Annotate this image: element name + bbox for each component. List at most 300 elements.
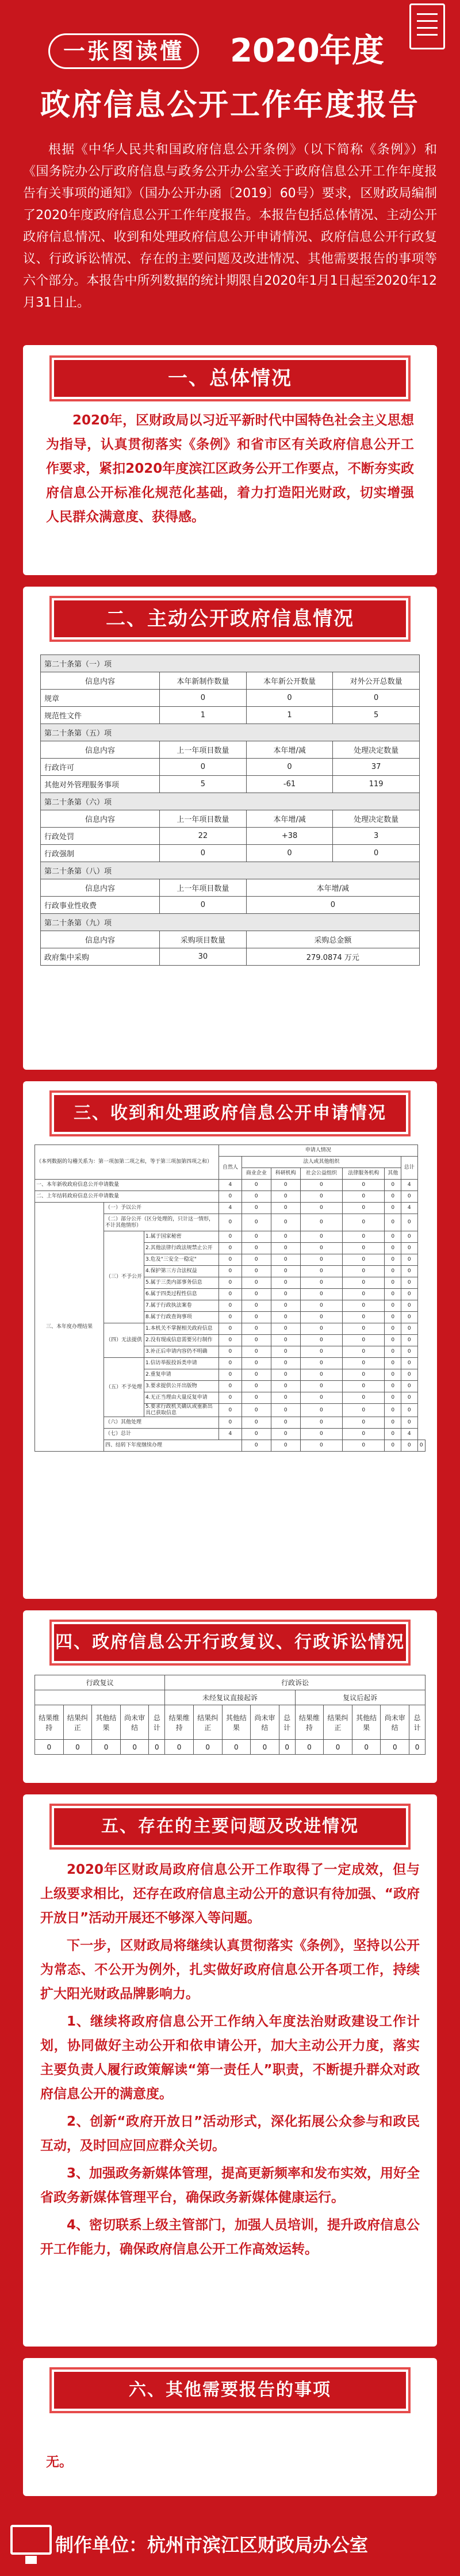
table-cell: 0 <box>241 1335 271 1346</box>
section-6-banner: 六、其他需要报告的事项 <box>52 2370 408 2411</box>
row-label: 2.没有现成信息需要另行制作 <box>144 1335 219 1346</box>
table-cell: 0 <box>219 1358 242 1369</box>
table-cell: 0 <box>300 1254 342 1266</box>
col-header: 复议后起诉 <box>295 1690 425 1705</box>
table-cell: 0 <box>241 1392 271 1404</box>
table-cell: 0 <box>385 1417 401 1429</box>
table-cell: 0 <box>300 1417 342 1429</box>
section-5-body <box>40 1858 420 2261</box>
col-public-welfare: 社会公益组织 <box>300 1168 342 1180</box>
table-cell: 0 <box>300 1335 342 1346</box>
problem-text: 2020年区财政局政府信息公开工作取得了一定成效，但与上级要求相比，还存在政府信息主动公开的意识有待加强、“政府开放日”活动开展还不够深入等问题。 <box>40 1862 420 1926</box>
col-header: 结果维持 <box>35 1705 64 1740</box>
table-cell: 0 <box>343 1381 385 1392</box>
applicant-header: 申请人情况 <box>219 1145 418 1157</box>
group-title: 第二十条第（八）项 <box>41 862 420 879</box>
table-cell: 0 <box>271 1289 300 1300</box>
row-label: 一、本年新收政府信息公开申请数量 <box>35 1180 219 1191</box>
table-cell: 0 <box>401 1266 418 1277</box>
table-cell: 0 <box>343 1417 385 1429</box>
table-cell: 0 <box>271 1335 300 1346</box>
table-cell: 0 <box>385 1203 401 1214</box>
measure-1: 1、继续将政府信息公开工作纳入年度法治财政建设工作计划，协同做好主动公开和依申请公开，加大主动公开力度，落实主要负责人履行政策解读“第一责任人”职责，不断提升群众对政府信息公开的满意度。 <box>40 2014 420 2102</box>
group-title: 第二十条第（九）项 <box>41 914 420 931</box>
table-cell: 0 <box>343 1266 385 1277</box>
table-cell: 0 <box>343 1203 385 1214</box>
row-label: 四、结转下年度继续办理 <box>104 1440 242 1452</box>
col-header: 采购项目数量 <box>160 931 247 948</box>
table-cell: 0 <box>295 1740 324 1755</box>
table-cell: 0 <box>251 1740 279 1755</box>
table-cell: 0 <box>219 1369 242 1381</box>
table-cell: 0 <box>219 1346 242 1358</box>
table-cell: 0 <box>343 1254 385 1266</box>
table-cell: 0 <box>343 1243 385 1254</box>
table-cell: 0 <box>241 1346 271 1358</box>
col-header: 结果纠正 <box>193 1705 222 1740</box>
col-commercial: 商业企业 <box>241 1168 271 1180</box>
col-header: 结果维持 <box>165 1705 194 1740</box>
table-cell: 0 <box>401 1312 418 1323</box>
col-header: 总计 <box>279 1705 295 1740</box>
table-cell: 0 <box>271 1231 300 1243</box>
table-cell: 0 <box>381 1740 409 1755</box>
table-cell: 30 <box>160 948 247 966</box>
table-cell: 0 <box>165 1740 194 1755</box>
table-cell: 0 <box>401 1369 418 1381</box>
table-cell: 0 <box>63 1740 92 1755</box>
section-1-text: 2020年，区财政局以习近平新时代中国特色社会主义思想为指导，认真贯彻落实《条例》和省市区有关政府信息公开工作要求，紧扣2020年度滨江区政务公开工作要点，不断夯实政府信息公开标准化规范化基础，着力打造阳光财政，切实增强人民群众满意度、获得感。 <box>46 413 414 525</box>
table-cell: 0 <box>271 1358 300 1369</box>
table-cell: 0 <box>271 1277 300 1289</box>
table-cell: 0 <box>343 1404 385 1417</box>
table-cell: 0 <box>219 1417 242 1429</box>
table-cell: 规章 <box>41 690 160 707</box>
table-cell: 0 <box>219 1191 242 1203</box>
intro-text: 根据《中华人民共和国政府信息公开条例》（以下简称《条例》）和《国务院办公厅政府信息与政务公开办公室关于政府信息公开工作年度报告有关事项的通知》（国办公开办函〔2019〕60号）要求，区财政局编制了2020年度政府信息公开工作年度报告。本报告包括总体情况、主动公开政府信息情况、收到和处理政府信息公开申请情况、政府信息公开行政复议、行政诉讼情况、存在的主要问题及改进情况、其他需要报告的事项等六个部分。本报告中所列数据的统计期限自2020年1月1日起至2020年12月31日止。 <box>23 143 437 310</box>
group-title: 第二十条第（一）项 <box>41 655 420 672</box>
row-label: 4.保护第三方合法权益 <box>144 1266 219 1277</box>
table-cell: 规范性文件 <box>41 707 160 724</box>
footer <box>0 2519 460 2576</box>
proactive-table <box>40 654 420 966</box>
table-cell: 0 <box>343 1335 385 1346</box>
table-cell: 0 <box>385 1323 401 1335</box>
row-label: （三）不予公开 <box>104 1231 144 1323</box>
table-cell: 0 <box>219 1243 242 1254</box>
section-4-banner: 四、政府信息公开行政复议、行政诉讼情况 <box>52 1622 408 1663</box>
col-header <box>35 1690 165 1705</box>
table-cell: 0 <box>385 1346 401 1358</box>
header <box>0 0 460 138</box>
table-cell: 0 <box>343 1191 385 1203</box>
table-cell: 0 <box>401 1191 418 1203</box>
row-label: 8.属于行政查询事项 <box>144 1312 219 1323</box>
col-other: 其他 <box>385 1168 401 1180</box>
table-cell: 0 <box>241 1323 271 1335</box>
row-label: 3.要求提供公开出版物 <box>144 1381 219 1392</box>
table-cell: 0 <box>219 1277 242 1289</box>
table-cell: 0 <box>271 1429 300 1440</box>
table-cell: 0 <box>324 1740 352 1755</box>
group-title: 第二十条第（六）项 <box>41 793 420 810</box>
table-cell: 0 <box>271 1369 300 1381</box>
row-label: 1.属于国家秘密 <box>144 1231 219 1243</box>
table-cell: 0 <box>241 1381 271 1392</box>
table-cell: 0 <box>219 1312 242 1323</box>
table-cell: 5 <box>160 776 247 793</box>
year-title: 2020年度 <box>230 32 384 70</box>
table-cell: 4 <box>219 1180 242 1191</box>
table-cell: 0 <box>193 1740 222 1755</box>
col-header: 总计 <box>409 1705 425 1740</box>
table-cell: 0 <box>246 897 419 914</box>
row-label: 2.其他法律行政法规禁止公开 <box>144 1243 219 1254</box>
table-cell: 1 <box>246 707 333 724</box>
table-cell: 0 <box>401 1277 418 1289</box>
table-cell: 0 <box>120 1740 149 1755</box>
table-cell: 0 <box>385 1289 401 1300</box>
table-cell: 0 <box>219 1300 242 1312</box>
table-cell: 0 <box>300 1277 342 1289</box>
table-cell: +38 <box>246 828 333 845</box>
table-cell: 0 <box>401 1404 418 1417</box>
table-cell: 0 <box>241 1243 271 1254</box>
col-header: 本年新公开数量 <box>246 672 333 690</box>
table-cell: 0 <box>219 1392 242 1404</box>
table-cell: 0 <box>343 1214 385 1231</box>
table-cell: 0 <box>35 1740 64 1755</box>
row-label: 二、上年结转政府信息公开申请数量 <box>35 1191 219 1203</box>
table-cell: 政府集中采购 <box>41 948 160 966</box>
table-cell: 0 <box>343 1429 385 1440</box>
table-cell: 5 <box>333 707 420 724</box>
table-cell: 0 <box>241 1277 271 1289</box>
col-header: 处理决定数量 <box>333 810 420 828</box>
table-cell: 0 <box>417 1440 425 1452</box>
table-cell: 0 <box>300 1266 342 1277</box>
col-header: 结果纠正 <box>324 1705 352 1740</box>
table-cell: 0 <box>271 1180 300 1191</box>
table-cell: 0 <box>149 1740 165 1755</box>
table-cell: 0 <box>343 1312 385 1323</box>
col-header: 上一年项目数量 <box>160 810 247 828</box>
table-cell: 0 <box>300 1429 342 1440</box>
row-label: （二）部分公开（区分处理的，只计这一情形，不计其他情形） <box>104 1214 219 1231</box>
table-cell: 0 <box>300 1312 342 1323</box>
col-legal-service: 法律服务机构 <box>343 1168 385 1180</box>
table-cell: 0 <box>271 1300 300 1312</box>
table-cell: 3 <box>333 828 420 845</box>
table-cell: 0 <box>300 1231 342 1243</box>
section-3-card <box>23 1081 437 1599</box>
table-cell: 0 <box>401 1231 418 1243</box>
table-cell: 0 <box>300 1214 342 1231</box>
table-cell: 0 <box>343 1346 385 1358</box>
table-cell: 0 <box>279 1740 295 1755</box>
table-cell: 0 <box>271 1381 300 1392</box>
table-cell: 0 <box>401 1214 418 1231</box>
table-cell: 0 <box>246 690 333 707</box>
next-step-text: 下一步，区财政局将继续认真贯彻落实《条例》，坚持以公开为常态、不公开为例外，扎实做好政府信息公开各项工作，持续扩大阳光财政品牌影响力。 <box>40 1938 420 2001</box>
table-cell: 0 <box>343 1323 385 1335</box>
col-natural: 自然人 <box>219 1157 242 1180</box>
table-cell: 0 <box>271 1243 300 1254</box>
table-cell: 0 <box>385 1392 401 1404</box>
col-header: 信息内容 <box>41 931 160 948</box>
col-header: 信息内容 <box>41 810 160 828</box>
table-cell: 0 <box>271 1266 300 1277</box>
table-cell: 0 <box>385 1266 401 1277</box>
row-label: 3.补正后申请内容仍不明确 <box>144 1346 219 1358</box>
table-cell: 0 <box>300 1346 342 1358</box>
col-header: 对外公开总数量 <box>333 672 420 690</box>
table-cell: 279.0874 万元 <box>246 948 419 966</box>
table-cell: 4 <box>401 1203 418 1214</box>
table-cell: 0 <box>219 1289 242 1300</box>
proactive-table-wrap <box>40 654 420 966</box>
table-cell: 0 <box>271 1346 300 1358</box>
footer-text: 制作单位：杭州市滨江区财政局办公室 <box>55 2534 369 2556</box>
table-cell: 0 <box>401 1417 418 1429</box>
row-label: 1.本机关不掌握相关政府信息 <box>144 1323 219 1335</box>
table-cell: 0 <box>352 1740 381 1755</box>
col-header: 上一年项目数量 <box>160 879 247 897</box>
table-row <box>35 1180 425 1191</box>
table-cell: 0 <box>271 1404 300 1417</box>
col-header: 尚未审结 <box>381 1705 409 1740</box>
table-cell: 0 <box>241 1369 271 1381</box>
col-header: 信息内容 <box>41 741 160 759</box>
computer-icon <box>10 2525 52 2555</box>
table-cell: 0 <box>300 1243 342 1254</box>
table-cell: 0 <box>219 1266 242 1277</box>
table-cell: 0 <box>300 1381 342 1392</box>
row-label: （四）无法提供 <box>104 1323 144 1358</box>
table-cell: 0 <box>385 1180 401 1191</box>
col-header: 未经复议直接起诉 <box>165 1690 295 1705</box>
table-cell: 0 <box>409 1740 425 1755</box>
measure-3: 3、加强政务新媒体管理，提高更新频率和发布实效，用好全省政务新媒体管理平台，确保政务新媒体健康运行。 <box>40 2166 420 2205</box>
corner-note: （本列数据的勾稽关系为：第一项加第二项之和，等于第三项加第四项之和） <box>35 1145 219 1180</box>
table-cell: 4 <box>219 1203 242 1214</box>
table-cell: 0 <box>333 845 420 862</box>
col-research: 科研机构 <box>271 1168 300 1180</box>
col-header: 尚未审结 <box>251 1705 279 1740</box>
table-cell: 0 <box>241 1231 271 1243</box>
table-cell: 0 <box>160 897 247 914</box>
main-title: 政府信息公开工作年度报告 <box>40 88 420 123</box>
table-cell: 0 <box>401 1381 418 1392</box>
table-cell: 行政许可 <box>41 759 160 776</box>
table-cell: 0 <box>343 1300 385 1312</box>
table-cell: 0 <box>160 845 247 862</box>
col-header: 总计 <box>149 1705 165 1740</box>
table-cell: 22 <box>160 828 247 845</box>
table-cell: 0 <box>385 1277 401 1289</box>
table-cell: 0 <box>271 1191 300 1203</box>
table-cell: 0 <box>343 1231 385 1243</box>
row-label: （五）不予处理 <box>104 1358 144 1417</box>
section-3-banner: 三、收到和处理政府信息公开申请情况 <box>52 1093 408 1134</box>
table-cell: 行政处罚 <box>41 828 160 845</box>
section-5-banner: 五、存在的主要问题及改进情况 <box>52 1806 408 1847</box>
table-cell: 0 <box>300 1358 342 1369</box>
row-label: 2.重复申请 <box>144 1369 219 1381</box>
table-cell: 0 <box>333 690 420 707</box>
table-cell: 0 <box>401 1289 418 1300</box>
table-cell: 0 <box>385 1191 401 1203</box>
row-label: （一）予以公开 <box>104 1203 219 1214</box>
application-table <box>34 1145 425 1452</box>
table-cell: 0 <box>385 1369 401 1381</box>
col-total: 总计 <box>401 1157 418 1180</box>
col-header: 其他结果 <box>92 1705 121 1740</box>
group-title: 第二十条第（五）项 <box>41 724 420 741</box>
table-cell: 行政强制 <box>41 845 160 862</box>
table-cell: 0 <box>219 1231 242 1243</box>
table-cell: 0 <box>271 1203 300 1214</box>
table-cell: 0 <box>401 1358 418 1369</box>
document-icon <box>409 3 445 49</box>
table-cell: 0 <box>385 1231 401 1243</box>
table-cell: 4 <box>401 1180 418 1191</box>
table-cell: 4 <box>219 1429 242 1440</box>
table-cell: 0 <box>271 1417 300 1429</box>
col-header: 采购总金额 <box>246 931 419 948</box>
table-cell: 0 <box>241 1214 271 1231</box>
table-cell: 0 <box>241 1440 271 1452</box>
row-label: 3.危及"三安全一稳定" <box>144 1254 219 1266</box>
col-header: 行政复议 <box>35 1675 165 1690</box>
table-cell: 0 <box>385 1381 401 1392</box>
table-cell: 0 <box>219 1404 242 1417</box>
table-cell: 0 <box>343 1369 385 1381</box>
measure-4: 4、密切联系上级主管部门，加强人员培训，提升政府信息公开工作能力，确保政府信息公开工作高效运转。 <box>40 2218 420 2257</box>
table-cell: 0 <box>222 1740 251 1755</box>
table-cell: 119 <box>333 776 420 793</box>
table-cell: 37 <box>333 759 420 776</box>
table-cell: 0 <box>385 1429 401 1440</box>
application-table-wrap <box>34 1145 425 1452</box>
row-label: （六）其他处理 <box>104 1417 219 1429</box>
table-cell: 0 <box>300 1203 342 1214</box>
review-table-wrap <box>34 1675 425 1755</box>
table-cell: 0 <box>401 1346 418 1358</box>
table-cell: 0 <box>300 1404 342 1417</box>
section-6-text: 无。 <box>46 2455 72 2470</box>
col-legal-group: 法人或其他组织 <box>241 1157 401 1168</box>
table-cell: 0 <box>300 1191 342 1203</box>
table-cell: 0 <box>271 1440 300 1452</box>
table-cell: 4 <box>401 1429 418 1440</box>
table-cell: 0 <box>385 1243 401 1254</box>
section-1-banner: 一、总体情况 <box>52 358 408 399</box>
table-cell: 0 <box>385 1404 401 1417</box>
table-cell: 0 <box>385 1358 401 1369</box>
table-cell: -61 <box>246 776 333 793</box>
table-cell: 0 <box>385 1440 401 1452</box>
table-cell: 0 <box>401 1254 418 1266</box>
col-header: 本年增/减 <box>246 741 333 759</box>
table-cell: 其他对外管理服务事项 <box>41 776 160 793</box>
row-label: 三、本年度办理结果 <box>35 1203 104 1452</box>
section-2-banner: 二、主动公开政府信息情况 <box>52 598 408 640</box>
table-cell: 0 <box>343 1358 385 1369</box>
table-cell: 0 <box>219 1254 242 1266</box>
table-cell: 0 <box>385 1254 401 1266</box>
table-cell: 0 <box>343 1440 385 1452</box>
table-cell: 0 <box>219 1381 242 1392</box>
table-cell: 0 <box>343 1289 385 1300</box>
section-2-card <box>23 587 437 1070</box>
table-cell: 0 <box>271 1392 300 1404</box>
table-cell: 0 <box>401 1440 418 1452</box>
table-cell: 0 <box>241 1404 271 1417</box>
table-cell: 0 <box>401 1300 418 1312</box>
col-header: 结果维持 <box>295 1705 324 1740</box>
col-header: 信息内容 <box>41 672 160 690</box>
row-label: 4.无正当理由大量反复申请 <box>144 1392 219 1404</box>
table-cell: 行政事业性收费 <box>41 897 160 914</box>
table-cell: 0 <box>300 1300 342 1312</box>
col-header: 信息内容 <box>41 879 160 897</box>
col-header: 其他结果 <box>352 1705 381 1740</box>
table-cell: 0 <box>343 1392 385 1404</box>
table-cell: 0 <box>160 690 247 707</box>
row-label: 7.属于行政执法案卷 <box>144 1300 219 1312</box>
col-header: 本年增/减 <box>246 810 333 828</box>
table-cell: 0 <box>385 1335 401 1346</box>
measure-2: 2、创新“政府开放日”活动形式，深化拓展公众参与和政民互动，及时回应回应群众关切。 <box>40 2114 420 2153</box>
table-cell: 0 <box>241 1203 271 1214</box>
table-cell: 0 <box>241 1254 271 1266</box>
table-cell: 0 <box>401 1243 418 1254</box>
table-row <box>35 1203 425 1214</box>
table-cell: 0 <box>160 759 247 776</box>
table-cell: 0 <box>246 759 333 776</box>
col-header: 其他结果 <box>222 1705 251 1740</box>
col-header: 本年增/减 <box>246 879 419 897</box>
table-cell: 0 <box>300 1323 342 1335</box>
table-cell: 0 <box>385 1300 401 1312</box>
table-cell: 0 <box>92 1740 121 1755</box>
table-row <box>35 1740 425 1755</box>
table-row <box>35 1191 425 1203</box>
table-cell: 0 <box>300 1369 342 1381</box>
table-cell: 0 <box>401 1392 418 1404</box>
table-cell: 0 <box>271 1312 300 1323</box>
col-header: 尚未审结 <box>120 1705 149 1740</box>
table-cell: 0 <box>271 1254 300 1266</box>
table-cell: 0 <box>343 1180 385 1191</box>
row-label: 5.属于三类内部事务信息 <box>144 1277 219 1289</box>
table-cell: 0 <box>300 1440 342 1452</box>
table-cell: 0 <box>385 1312 401 1323</box>
row-label: 5.要求行政机关确认或重新出具已获取信息 <box>144 1404 219 1417</box>
section-5-card <box>23 1794 437 2347</box>
table-cell: 0 <box>241 1289 271 1300</box>
col-header: 上一年项目数量 <box>160 741 247 759</box>
table-cell: 0 <box>241 1180 271 1191</box>
row-label: （七）总计 <box>104 1429 219 1440</box>
table-cell: 0 <box>271 1323 300 1335</box>
table-cell: 0 <box>241 1358 271 1369</box>
table-cell: 0 <box>219 1335 242 1346</box>
table-cell: 0 <box>241 1191 271 1203</box>
table-cell: 0 <box>401 1335 418 1346</box>
table-cell: 0 <box>241 1312 271 1323</box>
